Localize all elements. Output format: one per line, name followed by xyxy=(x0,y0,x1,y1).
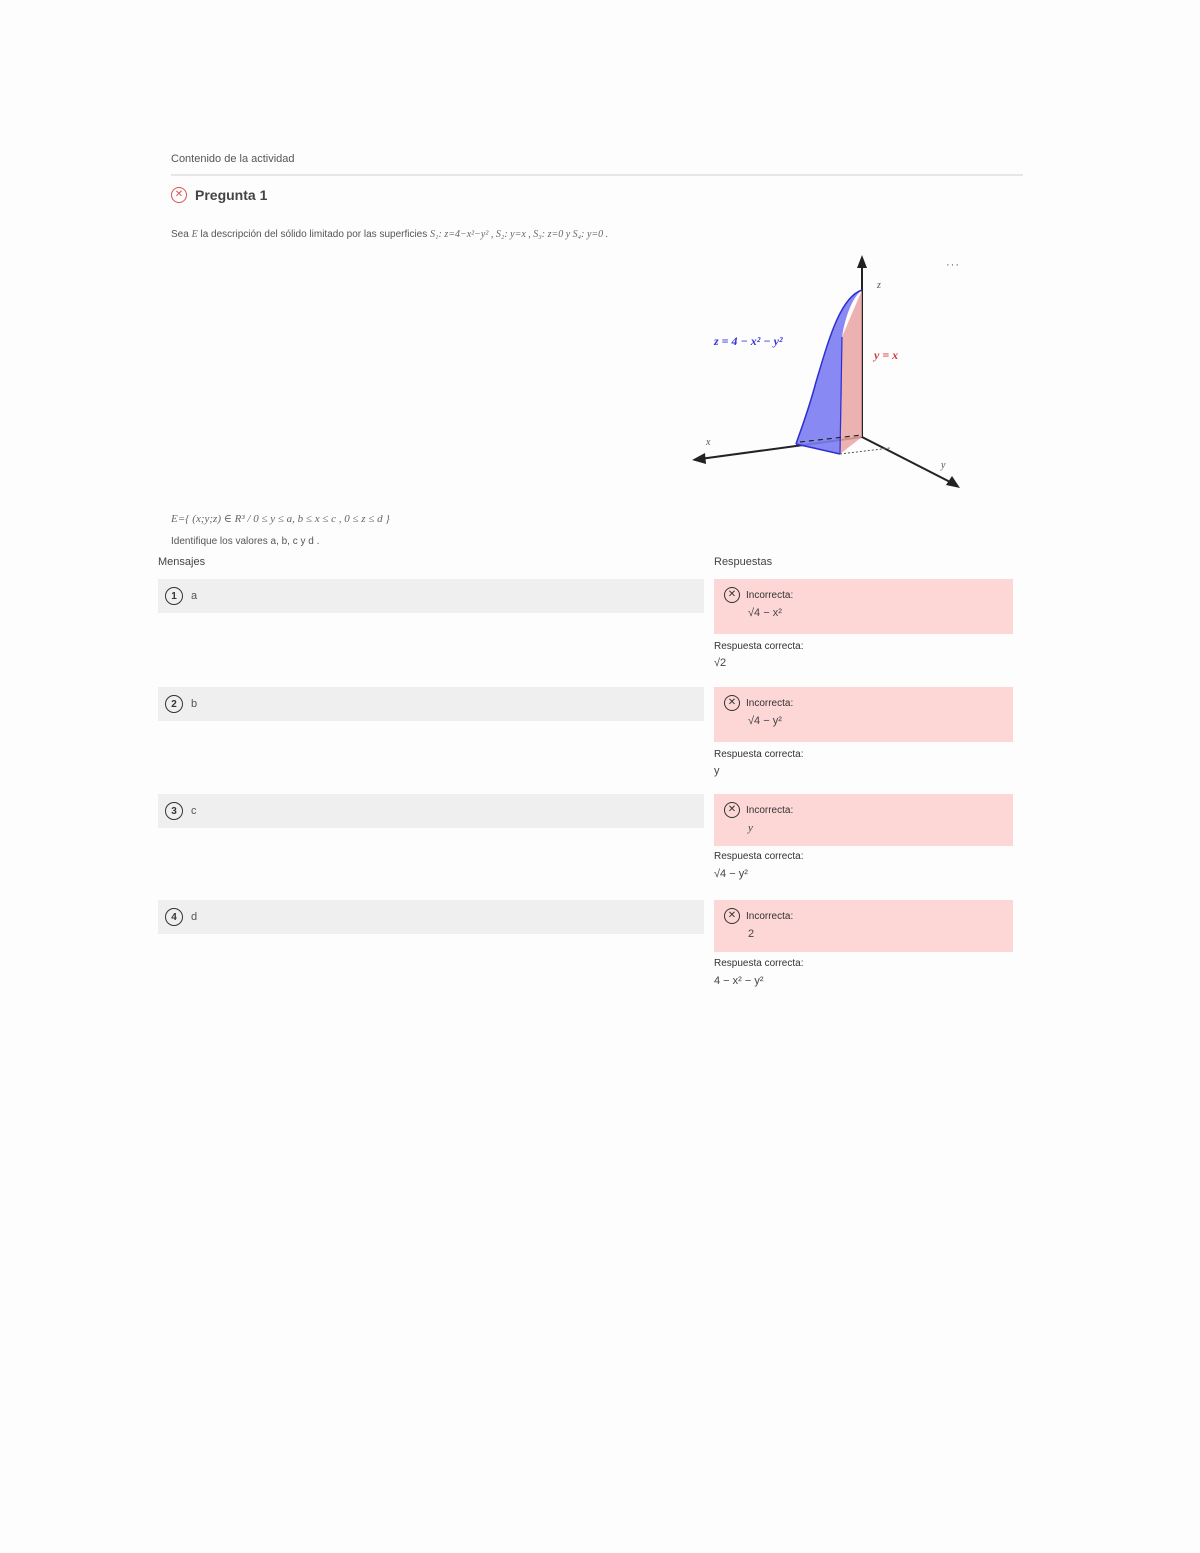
incorrect-label: Incorrecta: xyxy=(746,697,794,709)
message-row-1 xyxy=(158,579,704,613)
statement-variable: E xyxy=(191,229,198,240)
correct-answer-label-4: Respuesta correcta: xyxy=(714,958,804,969)
correct-answer-label-3: Respuesta correcta: xyxy=(714,851,804,862)
statement-prefix: Sea xyxy=(171,229,189,240)
message-row-4 xyxy=(158,900,704,934)
figure-menu-button[interactable]: ··· xyxy=(946,259,960,271)
axis-z-label: z xyxy=(877,280,881,291)
question-title: Pregunta 1 xyxy=(195,187,268,203)
incorrect-label: Incorrecta: xyxy=(746,589,794,601)
surface-label: z = 4 − x² − y² xyxy=(714,334,783,348)
messages-column-header: Mensajes xyxy=(158,556,206,568)
x-axis-arrow xyxy=(692,453,706,464)
instruction-text: Identifique los valores a, b, c y d . xyxy=(171,536,320,547)
given-answer: √4 − x² xyxy=(748,607,782,619)
incorrect-answer-box-2 xyxy=(714,687,1013,742)
incorrect-answer-box-3 xyxy=(714,794,1013,846)
x-circle-icon: ✕ xyxy=(724,802,740,818)
message-letter: d xyxy=(191,911,198,923)
question-statement xyxy=(171,229,608,240)
correct-answer-1: √2 xyxy=(714,657,727,669)
statement-text: la descripción del sólido limitado por las superficies xyxy=(200,229,428,240)
correct-answer-label-2: Respuesta correcta: xyxy=(714,749,804,760)
correct-answer-label-1: Respuesta correcta: xyxy=(714,641,804,652)
section-header: Contenido de la actividad xyxy=(171,153,1023,176)
x-circle-icon: ✕ xyxy=(724,587,740,603)
message-letter: b xyxy=(191,698,198,710)
question-header xyxy=(171,187,267,203)
statement-surfaces: S₁: z=4−x²−y² , S₂: y=x , S₃: z=0 y S₄: y=0 . xyxy=(430,229,609,240)
message-letter: c xyxy=(191,805,197,817)
answers-column-header: Respuestas xyxy=(714,556,773,568)
number-badge: 2 xyxy=(165,695,183,713)
z-axis-arrow xyxy=(857,255,867,268)
given-answer: y xyxy=(748,822,753,834)
x-circle-icon: ✕ xyxy=(171,187,187,203)
hidden-edge-2 xyxy=(840,448,890,454)
incorrect-label: Incorrecta: xyxy=(746,804,794,816)
message-letter: a xyxy=(191,590,198,602)
plane-label: y = x xyxy=(874,348,899,362)
axis-y-label: y xyxy=(941,460,946,471)
number-badge: 4 xyxy=(165,908,183,926)
y-axis-arrow xyxy=(946,476,960,488)
incorrect-answer-box-1 xyxy=(714,579,1013,634)
correct-answer-2: y xyxy=(714,765,720,777)
x-circle-icon: ✕ xyxy=(724,908,740,924)
number-badge: 1 xyxy=(165,587,183,605)
incorrect-answer-box-4 xyxy=(714,900,1013,952)
axis-x-label: x xyxy=(706,437,711,448)
solid-figure xyxy=(690,252,980,494)
given-answer: √4 − y² xyxy=(748,715,782,727)
set-definition: E={ (x;y;z) ∈ R³ / 0 ≤ y ≤ a, b ≤ x ≤ c , 0 ≤ z ≤ d } xyxy=(171,513,390,525)
number-badge: 3 xyxy=(165,802,183,820)
given-answer: 2 xyxy=(748,928,755,940)
correct-answer-4: 4 − x² − y² xyxy=(714,975,764,987)
correct-answer-3: √4 − y² xyxy=(714,868,748,880)
incorrect-label: Incorrecta: xyxy=(746,910,794,922)
message-row-2 xyxy=(158,687,704,721)
message-row-3 xyxy=(158,794,704,828)
x-circle-icon: ✕ xyxy=(724,695,740,711)
